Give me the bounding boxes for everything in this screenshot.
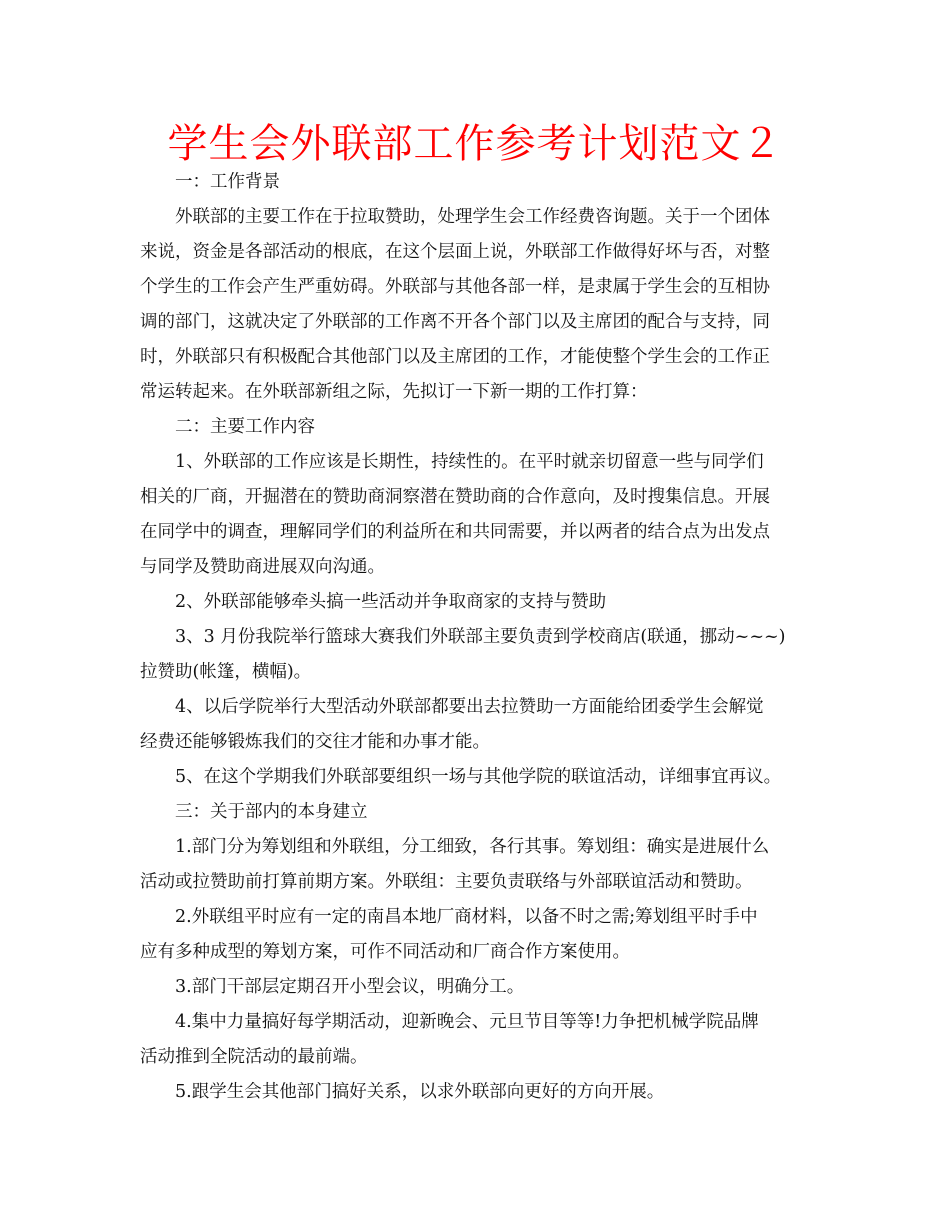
text-line: 2.外联组平时应有一定的南昌本地厂商材料，以备不时之需;筹划组平时手中 <box>175 907 758 927</box>
text-line: 在同学中的调查，理解同学们的利益所在和共同需要，并以两者的结合点为出发点 <box>140 522 770 542</box>
list-item: 2、外联部能够牵头搞一些活动并争取商家的支持与赞助 <box>175 592 607 612</box>
text-line: 调的部门，这就决定了外联部的工作离不开各个部门以及主席团的配合与支持，同 <box>140 312 770 332</box>
text-line: 外联部的主要工作在于拉取赞助，处理学生会工作经费咨询题。关于一个团体 <box>175 207 770 227</box>
list-item <box>140 1005 810 1075</box>
document-title: 学生会外联部工作参考计划范文２ <box>167 121 783 167</box>
text-line: 4.集中力量搞好每学期活动，迎新晚会、元旦节目等等!力争把机械学院品牌 <box>175 1012 759 1032</box>
list-item: 3.部门干部层定期召开小型会议，明确分工。 <box>175 977 525 997</box>
document-body <box>140 165 810 1110</box>
text-line: 拉赞助(帐篷，横幅)。 <box>140 662 312 682</box>
text-line: 相关的厂商，开掘潜在的赞助商洞察潜在赞助商的合作意向，及时搜集信息。开展 <box>140 487 770 507</box>
section-heading-main-work: 二：主要工作内容 <box>175 417 315 437</box>
list-item <box>140 830 810 900</box>
text-line: 应有多种成型的筹划方案，可作不同活动和厂商合作方案使用。 <box>140 942 630 962</box>
text-line: 与同学及赞助商进展双向沟通。 <box>140 557 385 577</box>
list-item <box>140 690 810 760</box>
text-line: 个学生的工作会产生严重妨碍。外联部与其他各部一样，是隶属于学生会的互相协 <box>140 277 770 297</box>
text-line: 来说，资金是各部活动的根底，在这个层面上说，外联部工作做得好坏与否，对整 <box>140 242 770 262</box>
text-line: 时，外联部只有积极配合其他部门以及主席团的工作，才能使整个学生会的工作正 <box>140 347 770 367</box>
list-item: 5、在这个学期我们外联部要组织一场与其他学院的联谊活动，详细事宜再议。 <box>175 767 782 787</box>
text-line: 3、3 月份我院举行篮球大赛我们外联部主要负责到学校商店(联通，挪动~~~) <box>175 627 786 647</box>
text-line: 1.部门分为筹划组和外联组，分工细致，各行其事。筹划组：确实是进展什么 <box>175 837 770 857</box>
list-item: 5.跟学生会其他部门搞好关系，以求外联部向更好的方向开展。 <box>175 1082 665 1102</box>
text-line: 活动或拉赞助前打算前期方案。外联组：主要负责联络与外部联谊活动和赞助。 <box>140 872 753 892</box>
text-line: 经费还能够锻炼我们的交往才能和办事才能。 <box>140 732 490 752</box>
paragraph-background <box>140 200 810 410</box>
list-item <box>140 445 810 585</box>
text-line: 常运转起来。在外联部新组之际，先拟订一下新一期的工作打算： <box>140 382 648 402</box>
section-heading-background: 一：工作背景 <box>175 172 280 192</box>
section-heading-internal-building: 三：关于部内的本身建立 <box>175 802 368 822</box>
text-line: 4、以后学院举行大型活动外联部都要出去拉赞助一方面能给团委学生会解觉 <box>175 697 764 717</box>
list-item <box>140 900 810 970</box>
list-item <box>140 620 810 690</box>
text-line: 活动推到全院活动的最前端。 <box>140 1047 368 1067</box>
text-line: 1、外联部的工作应该是长期性，持续性的。在平时就亲切留意一些与同学们 <box>175 452 764 472</box>
